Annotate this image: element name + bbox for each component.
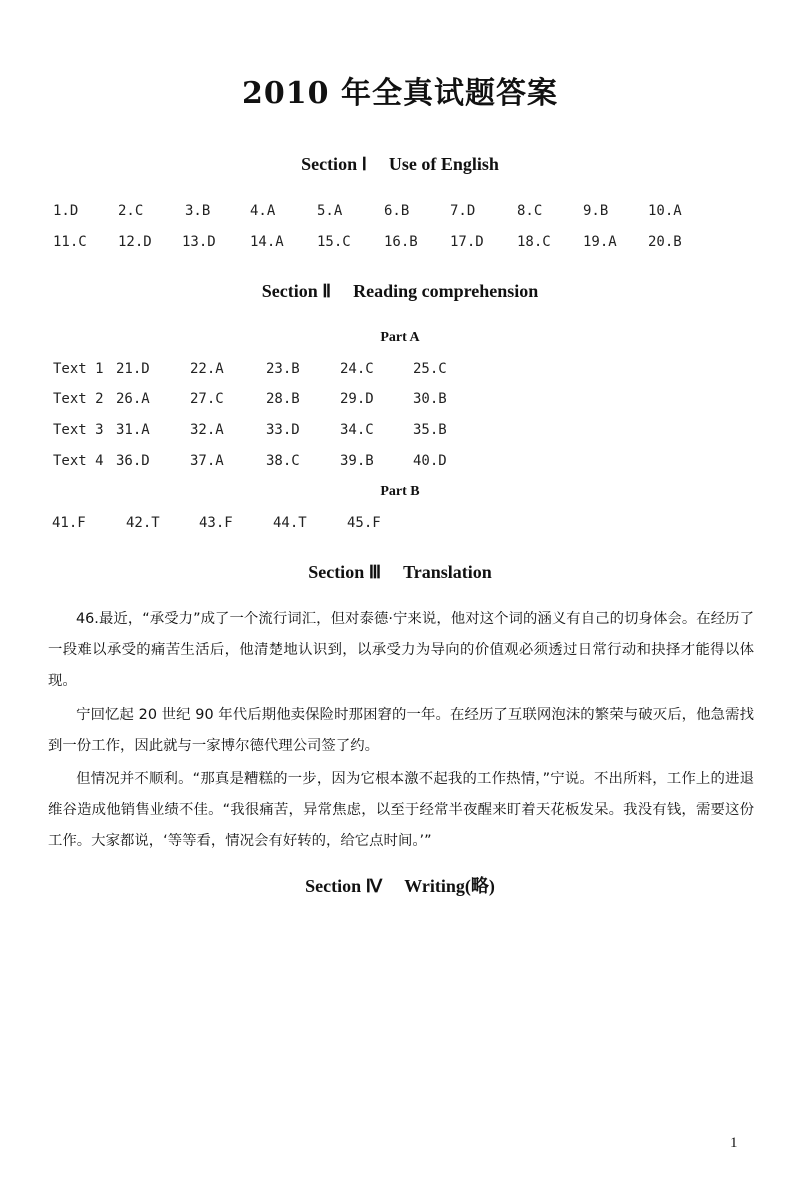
answer-38: 38.C [266, 453, 300, 469]
translation-paragraph-1 [48, 604, 754, 697]
answer-26: 26.A [116, 391, 150, 407]
answer-39: 39.B [340, 453, 374, 469]
answer-13: 13.D [182, 234, 216, 250]
text-label: Text 1 [53, 361, 104, 377]
section-2-heading [0, 281, 800, 302]
answer-6: 6.B [384, 203, 410, 219]
answer-4: 4.A [250, 203, 276, 219]
answer-44: 44.T [273, 515, 307, 531]
answer-32: 32.A [190, 422, 224, 438]
answer-15: 15.C [317, 234, 351, 250]
answer-28: 28.B [266, 391, 300, 407]
section-1-name: Use of English [388, 154, 499, 174]
answer-34: 34.C [340, 422, 374, 438]
answer-30: 30.B [413, 391, 447, 407]
section-3-label: Section Ⅲ [308, 562, 382, 582]
answer-3: 3.B [185, 203, 211, 219]
use-of-english-row-1 [0, 203, 800, 223]
reading-text-1-row [0, 361, 800, 381]
translation-paragraph-3 [48, 764, 754, 857]
answer-12: 12.D [118, 234, 152, 250]
text-label: Text 3 [53, 422, 104, 438]
answer-11: 11.C [53, 234, 87, 250]
answer-16: 16.B [384, 234, 418, 250]
section-1-heading [0, 154, 800, 175]
reading-text-3-row [0, 422, 800, 442]
answer-2: 2.C [118, 203, 144, 219]
answer-21: 21.D [116, 361, 150, 377]
answer-7: 7.D [450, 203, 476, 219]
answer-5: 5.A [317, 203, 343, 219]
answer-43: 43.F [199, 515, 233, 531]
section-4-name: Writing(略) [404, 876, 495, 896]
answer-9: 9.B [583, 203, 609, 219]
section-3-heading [0, 562, 800, 583]
part-a-heading: Part A [380, 330, 420, 345]
answer-42: 42.T [126, 515, 160, 531]
answer-14: 14.A [250, 234, 284, 250]
answer-29: 29.D [340, 391, 374, 407]
answer-24: 24.C [340, 361, 374, 377]
translation-text-3: 但情况并不顺利。“那真是糟糕的一步，因为它根本激不起我的工作热情，”宁说。不出所料，工作上的进退维谷造成他销售业绩不佳。“我很痛苦，异常焦虑，以至于经常半夜醒来盯着天花板发呆。我没有钱，需要这份工作。大家都说，‘等等看，情况会有好转的，给它点时间。’” [48, 771, 754, 849]
answer-33: 33.D [266, 422, 300, 438]
section-4-heading [0, 872, 800, 898]
answer-37: 37.A [190, 453, 224, 469]
answer-19: 19.A [583, 234, 617, 250]
answer-41: 41.F [52, 515, 86, 531]
part-b-heading: Part B [380, 484, 420, 499]
answer-31: 31.A [116, 422, 150, 438]
answer-18: 18.C [517, 234, 551, 250]
translation-paragraph-2 [48, 700, 754, 762]
translation-text-2: 宁回忆起 20 世纪 90 年代后期他卖保险时那困窘的一年。在经历了互联网泡沫的繁荣与破灭后，他急需找到一份工作，因此就与一家博尔德代理公司签了约。 [48, 707, 754, 754]
section-4-label: Section Ⅳ [305, 876, 383, 896]
answer-40: 40.D [413, 453, 447, 469]
answer-20: 20.B [648, 234, 682, 250]
answer-27: 27.C [190, 391, 224, 407]
text-label: Text 4 [53, 453, 104, 469]
section-1-label: Section Ⅰ [301, 154, 367, 174]
page-number: 1 [730, 1135, 738, 1151]
answer-22: 22.A [190, 361, 224, 377]
section-2-name: Reading comprehension [353, 281, 539, 301]
answer-45: 45.F [347, 515, 381, 531]
answer-23: 23.B [266, 361, 300, 377]
text-label: Text 2 [53, 391, 104, 407]
reading-text-4-row [0, 453, 800, 473]
answer-17: 17.D [450, 234, 484, 250]
reading-part-b-row [0, 515, 800, 535]
reading-text-2-row [0, 391, 800, 411]
translation-text-1: 46.最近，“承受力”成了一个流行词汇，但对泰德·宁来说，他对这个词的涵义有自己的切身体会。在经历了一段难以承受的痛苦生活后，他清楚地认识到，以承受力为导向的价值观必须透过日常行动和抉择才能得以体现。 [48, 611, 754, 689]
section-3-name: Translation [403, 562, 492, 582]
answer-35: 35.B [413, 422, 447, 438]
answer-25: 25.C [413, 361, 447, 377]
answer-10: 10.A [648, 203, 682, 219]
answer-1: 1.D [53, 203, 79, 219]
page-title: 2010 年全真试题答案 [242, 76, 558, 111]
answer-36: 36.D [116, 453, 150, 469]
answer-8: 8.C [517, 203, 543, 219]
section-2-label: Section Ⅱ [261, 281, 332, 301]
use-of-english-row-2 [0, 234, 800, 254]
